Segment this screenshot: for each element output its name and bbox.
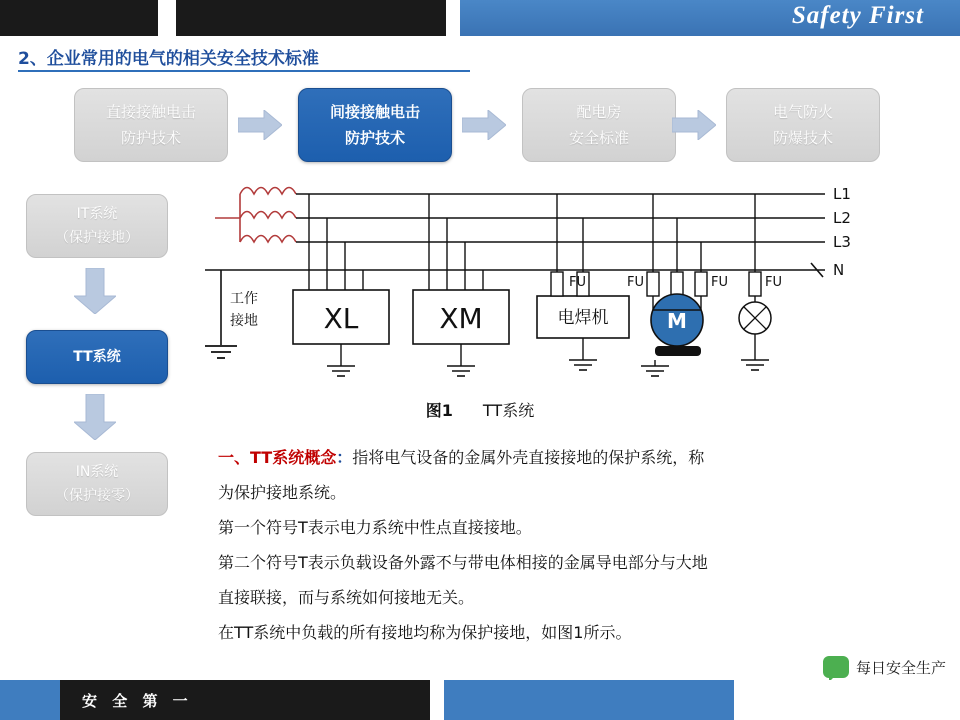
sidebar-item-it-system[interactable] [26, 194, 168, 258]
svg-text:电焊机: 电焊机 [557, 308, 609, 328]
flow-item-distribution-room[interactable] [522, 88, 676, 162]
page-title [18, 44, 319, 69]
svg-text:L2: L2 [833, 209, 851, 227]
svg-text:M: M [667, 309, 687, 333]
sidebar-item-line2: （保护接地） [55, 230, 139, 246]
svg-text:N: N [833, 261, 845, 279]
topbar-white-gap-1 [158, 0, 176, 36]
svg-text:工作: 工作 [230, 291, 258, 307]
flow-item-fire-explosion[interactable] [726, 88, 880, 162]
sidebar-item-line1: IN系统 [75, 464, 119, 480]
body-line-2: 为保护接地系统。 [218, 483, 347, 502]
flow-arrow-right-2 [462, 110, 506, 140]
sidebar-item-in-system[interactable] [26, 452, 168, 516]
svg-text:FU: FU [627, 275, 644, 290]
svg-text:FU: FU [569, 275, 586, 290]
bottombar-blue-segment-1 [0, 680, 60, 720]
svg-text:FU: FU [711, 275, 728, 290]
flow-item-line1: 直接接触电击 [105, 103, 196, 121]
svg-text:XM: XM [439, 302, 483, 335]
tt-system-diagram [185, 170, 875, 395]
body-line-1 [218, 440, 918, 475]
topbar-black-segment-1 [0, 0, 158, 36]
flow-item-direct-contact[interactable] [74, 88, 228, 162]
wechat-credit [823, 656, 946, 678]
flow-item-line2: 防护技术 [120, 129, 181, 147]
flow-item-line1: 配电房 [576, 103, 622, 121]
sidebar-arrow-down-1 [74, 268, 116, 314]
flow-item-line1: 电气防火 [772, 103, 833, 121]
sidebar-item-line1: IT系统 [76, 206, 118, 222]
topbar-black-segment-2 [176, 0, 446, 36]
flow-item-line2: 防爆技术 [772, 129, 833, 147]
body-line-5: 直接联接，而与系统如何接地无关。 [218, 588, 475, 607]
svg-text:L3: L3 [833, 233, 851, 251]
flow-arrow-right-1 [238, 110, 282, 140]
sidebar-item-line1: TT系统 [73, 349, 121, 365]
footer-slogan: 安 全 第 一 [82, 692, 193, 710]
topbar-white-gap-2 [446, 0, 460, 36]
bottombar-white-segment [734, 680, 960, 720]
body-line-4: 第二个符号T表示负载设备外露不与带电体相接的金属导电部分与大地 [218, 553, 708, 572]
title-underline [18, 70, 470, 72]
section-title: 企业常用的电气的相关安全技术标准 [46, 49, 319, 69]
concept-lead: 一、TT系统概念 [218, 448, 337, 467]
wechat-name: 每日安全生产 [855, 658, 946, 677]
body-line-6: 在TT系统中负载的所有接地均称为保护接地，如图1所示。 [218, 623, 632, 642]
body-text [218, 440, 918, 650]
flow-item-line1: 间接接触电击 [329, 103, 420, 121]
bottombar-white-gap [430, 680, 444, 720]
flow-item-line2: 防护技术 [344, 129, 405, 147]
bottom-bar [0, 680, 960, 720]
figure-name: TT系统 [482, 401, 535, 420]
bottombar-blue-segment-2 [444, 680, 734, 720]
concept-colon: ： [336, 448, 353, 467]
concept-rest: 指将电气设备的金属外壳直接接地的保护系统，称 [352, 448, 705, 467]
section-number: 2、 [18, 49, 47, 69]
sidebar-item-line2: （保护接零） [55, 488, 139, 504]
svg-text:L1: L1 [833, 185, 851, 203]
flow-item-line2: 安全标准 [568, 129, 629, 147]
top-bar [0, 0, 960, 36]
figure-caption [0, 398, 960, 421]
header-title: Safety First [791, 2, 924, 29]
figure-number: 图1 [425, 401, 453, 420]
wechat-icon [823, 656, 849, 678]
svg-text:XL: XL [323, 302, 359, 335]
flow-item-indirect-contact[interactable] [298, 88, 452, 162]
svg-text:接地: 接地 [230, 313, 258, 329]
flow-arrow-right-3 [672, 110, 716, 140]
svg-text:FU: FU [765, 275, 782, 290]
sidebar-item-tt-system[interactable] [26, 330, 168, 384]
body-line-3: 第一个符号T表示电力系统中性点直接接地。 [218, 518, 532, 537]
